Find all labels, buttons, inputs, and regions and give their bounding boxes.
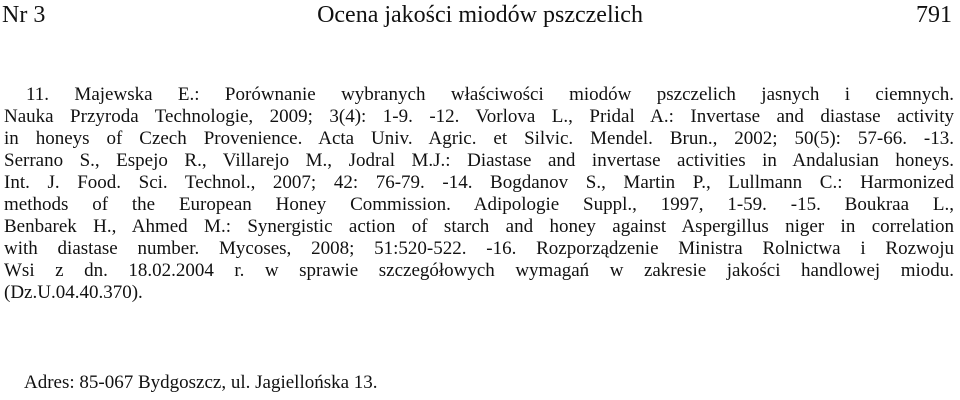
reference-line: (Dz.U.04.40.370). [4,282,143,303]
reference-line: Nauka Przyroda Technologie, 2009; 3(4): 1-9. -12. Vorlova L., Pridal A.: Invertase and diastase activity [4,106,954,127]
reference-line: Serrano S., Espejo R., Villarejo M., Jodral M.J.: Diastase and invertase activities in Andalusian honeys. [4,150,954,171]
reference-line: Wsi z dn. 18.02.2004 r. w sprawie szczegółowych wymagań w zakresie jakości handlowej miodu. [4,260,954,281]
page-number: 791 [916,2,952,28]
issue-number: Nr 3 [2,2,46,28]
reference-line: 11. Majewska E.: Porównanie wybranych właściwości miodów pszczelich jasnych i ciemnych. [26,84,954,105]
reference-line: Int. J. Food. Sci. Technol., 2007; 42: 76-79. -14. Bogdanov S., Martin P., Lullmann C.: Harmonized [4,172,954,193]
reference-line: in honeys of Czech Provenience. Acta Univ. Agric. et Silvic. Mendel. Brun., 2002; 50(5): 57-66. -13. [4,128,954,149]
reference-line: with diastase number. Mycoses, 2008; 51:520-522. -16. Rozporządzenie Ministra Rolnictwa i Rozwoju [4,238,954,259]
running-title: Ocena jakości miodów pszczelich [317,2,643,28]
reference-line: methods of the European Honey Commission. Adipologie Suppl., 1997, 1-59. -15. Boukraa L., [4,194,954,215]
reference-line: Benbarek H., Ahmed M.: Synergistic action of starch and honey against Aspergillus niger in correlation [4,216,954,237]
page-header [0,0,960,36]
author-address: Adres: 85-067 Bydgoszcz, ul. Jagiellońska 13. [24,372,378,393]
references-block [4,84,954,304]
